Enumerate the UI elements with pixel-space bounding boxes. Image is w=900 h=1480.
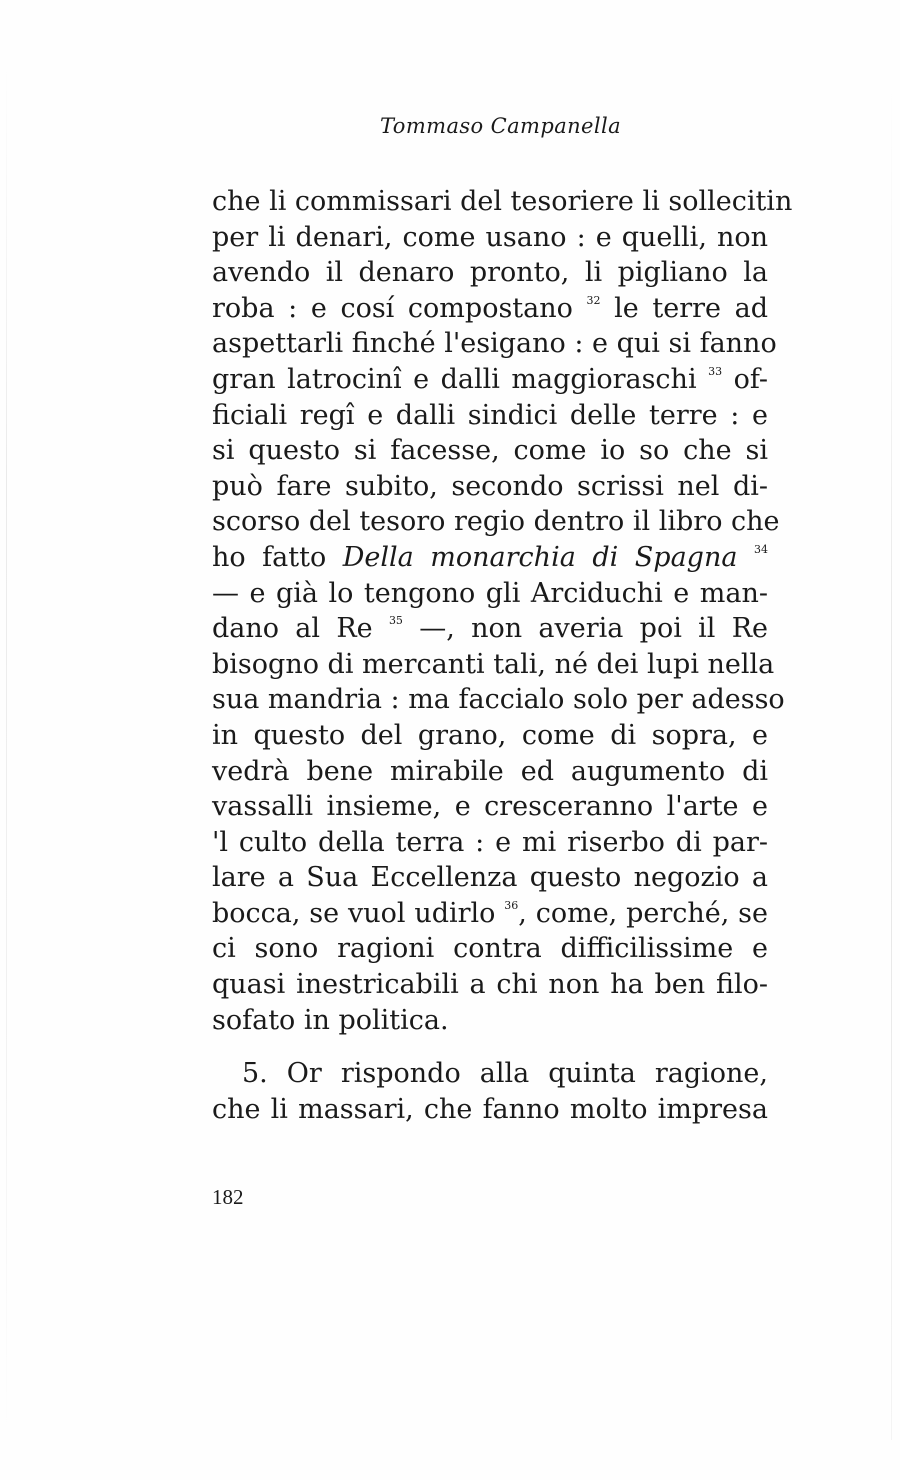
running-head: Tommaso Campanella — [380, 114, 622, 138]
paragraph — [212, 1056, 768, 1127]
text-line: può fare subito, secondo scrissi nel di- — [212, 470, 768, 502]
text-line: sua mandria : ma faccialo solo per adesso — [212, 684, 785, 716]
text-line: quasi inestricabili a chi non ha ben filo- — [212, 969, 768, 1001]
text-line: aspettarli finché l'esigano : e qui si fanno — [212, 328, 777, 360]
page-edge-left — [6, 60, 7, 1440]
footnote-ref: 34 — [754, 542, 768, 556]
text-line: sofato in politica. — [212, 1004, 449, 1036]
text-line: — e già lo tengono gli Arciduchi e man- — [212, 577, 768, 609]
text-line — [212, 362, 768, 398]
text-line: ficiali regî e dalli sindici delle terre : e — [212, 399, 768, 431]
text-line: avendo il denaro pronto, li pigliano la — [212, 257, 768, 289]
footnote-ref: 35 — [388, 614, 403, 628]
footnote-ref: 36 — [504, 898, 519, 912]
footnote-ref: 32 — [586, 293, 601, 307]
text-line — [212, 540, 768, 576]
text-line — [212, 291, 768, 327]
line-text: bocca, se vuol udirlo — [212, 897, 496, 929]
line-text: of- — [733, 363, 768, 395]
paragraph — [212, 184, 793, 1038]
text-line: per li denari, come usano : e quelli, non — [212, 221, 768, 253]
text-line: ci sono ragioni contra difficilissime e — [212, 933, 768, 965]
text-line: scorso del tesoro regio dentro il libro che — [212, 506, 780, 538]
text-line: che li massari, che fanno molto impresa — [212, 1093, 768, 1125]
text-line: vassalli insieme, e cresceranno l'arte e — [212, 791, 768, 823]
text-line — [212, 896, 768, 932]
text-line: in questo del grano, come di sopra, e — [212, 719, 768, 751]
text-line: 5. Or rispondo alla quinta ragione, — [242, 1058, 768, 1090]
body-text — [212, 184, 793, 1127]
book-title: Della monarchia di Spagna — [342, 541, 738, 573]
line-text: dano al Re — [212, 613, 373, 645]
line-text: , come, perché, se — [518, 897, 768, 929]
text-line: 'l culto della terra : e mi riserbo di par- — [212, 826, 768, 858]
line-text: gran latrocinî e dalli maggioraschi — [212, 363, 697, 395]
footnote-ref: 33 — [708, 364, 723, 378]
line-text: ho fatto — [212, 541, 327, 573]
text-line: che li commissari del tesoriere li sollecitin — [212, 186, 793, 217]
line-text: le terre ad — [614, 292, 768, 324]
text-line — [212, 611, 768, 647]
line-text: —, non averia poi il Re — [419, 613, 768, 645]
text-line: lare a Sua Eccellenza questo negozio a — [212, 862, 768, 894]
page-number: 182 — [212, 1185, 244, 1209]
text-line: vedrà bene mirabile ed augumento di — [212, 755, 768, 787]
page-edge-right — [891, 80, 892, 1440]
line-text: roba : e cosí compostano — [212, 292, 573, 324]
text-line: si questo si facesse, come io so che si — [212, 435, 768, 467]
paragraph-gap — [212, 1038, 768, 1056]
text-line: bisogno di mercanti tali, né dei lupi nella — [212, 648, 775, 680]
